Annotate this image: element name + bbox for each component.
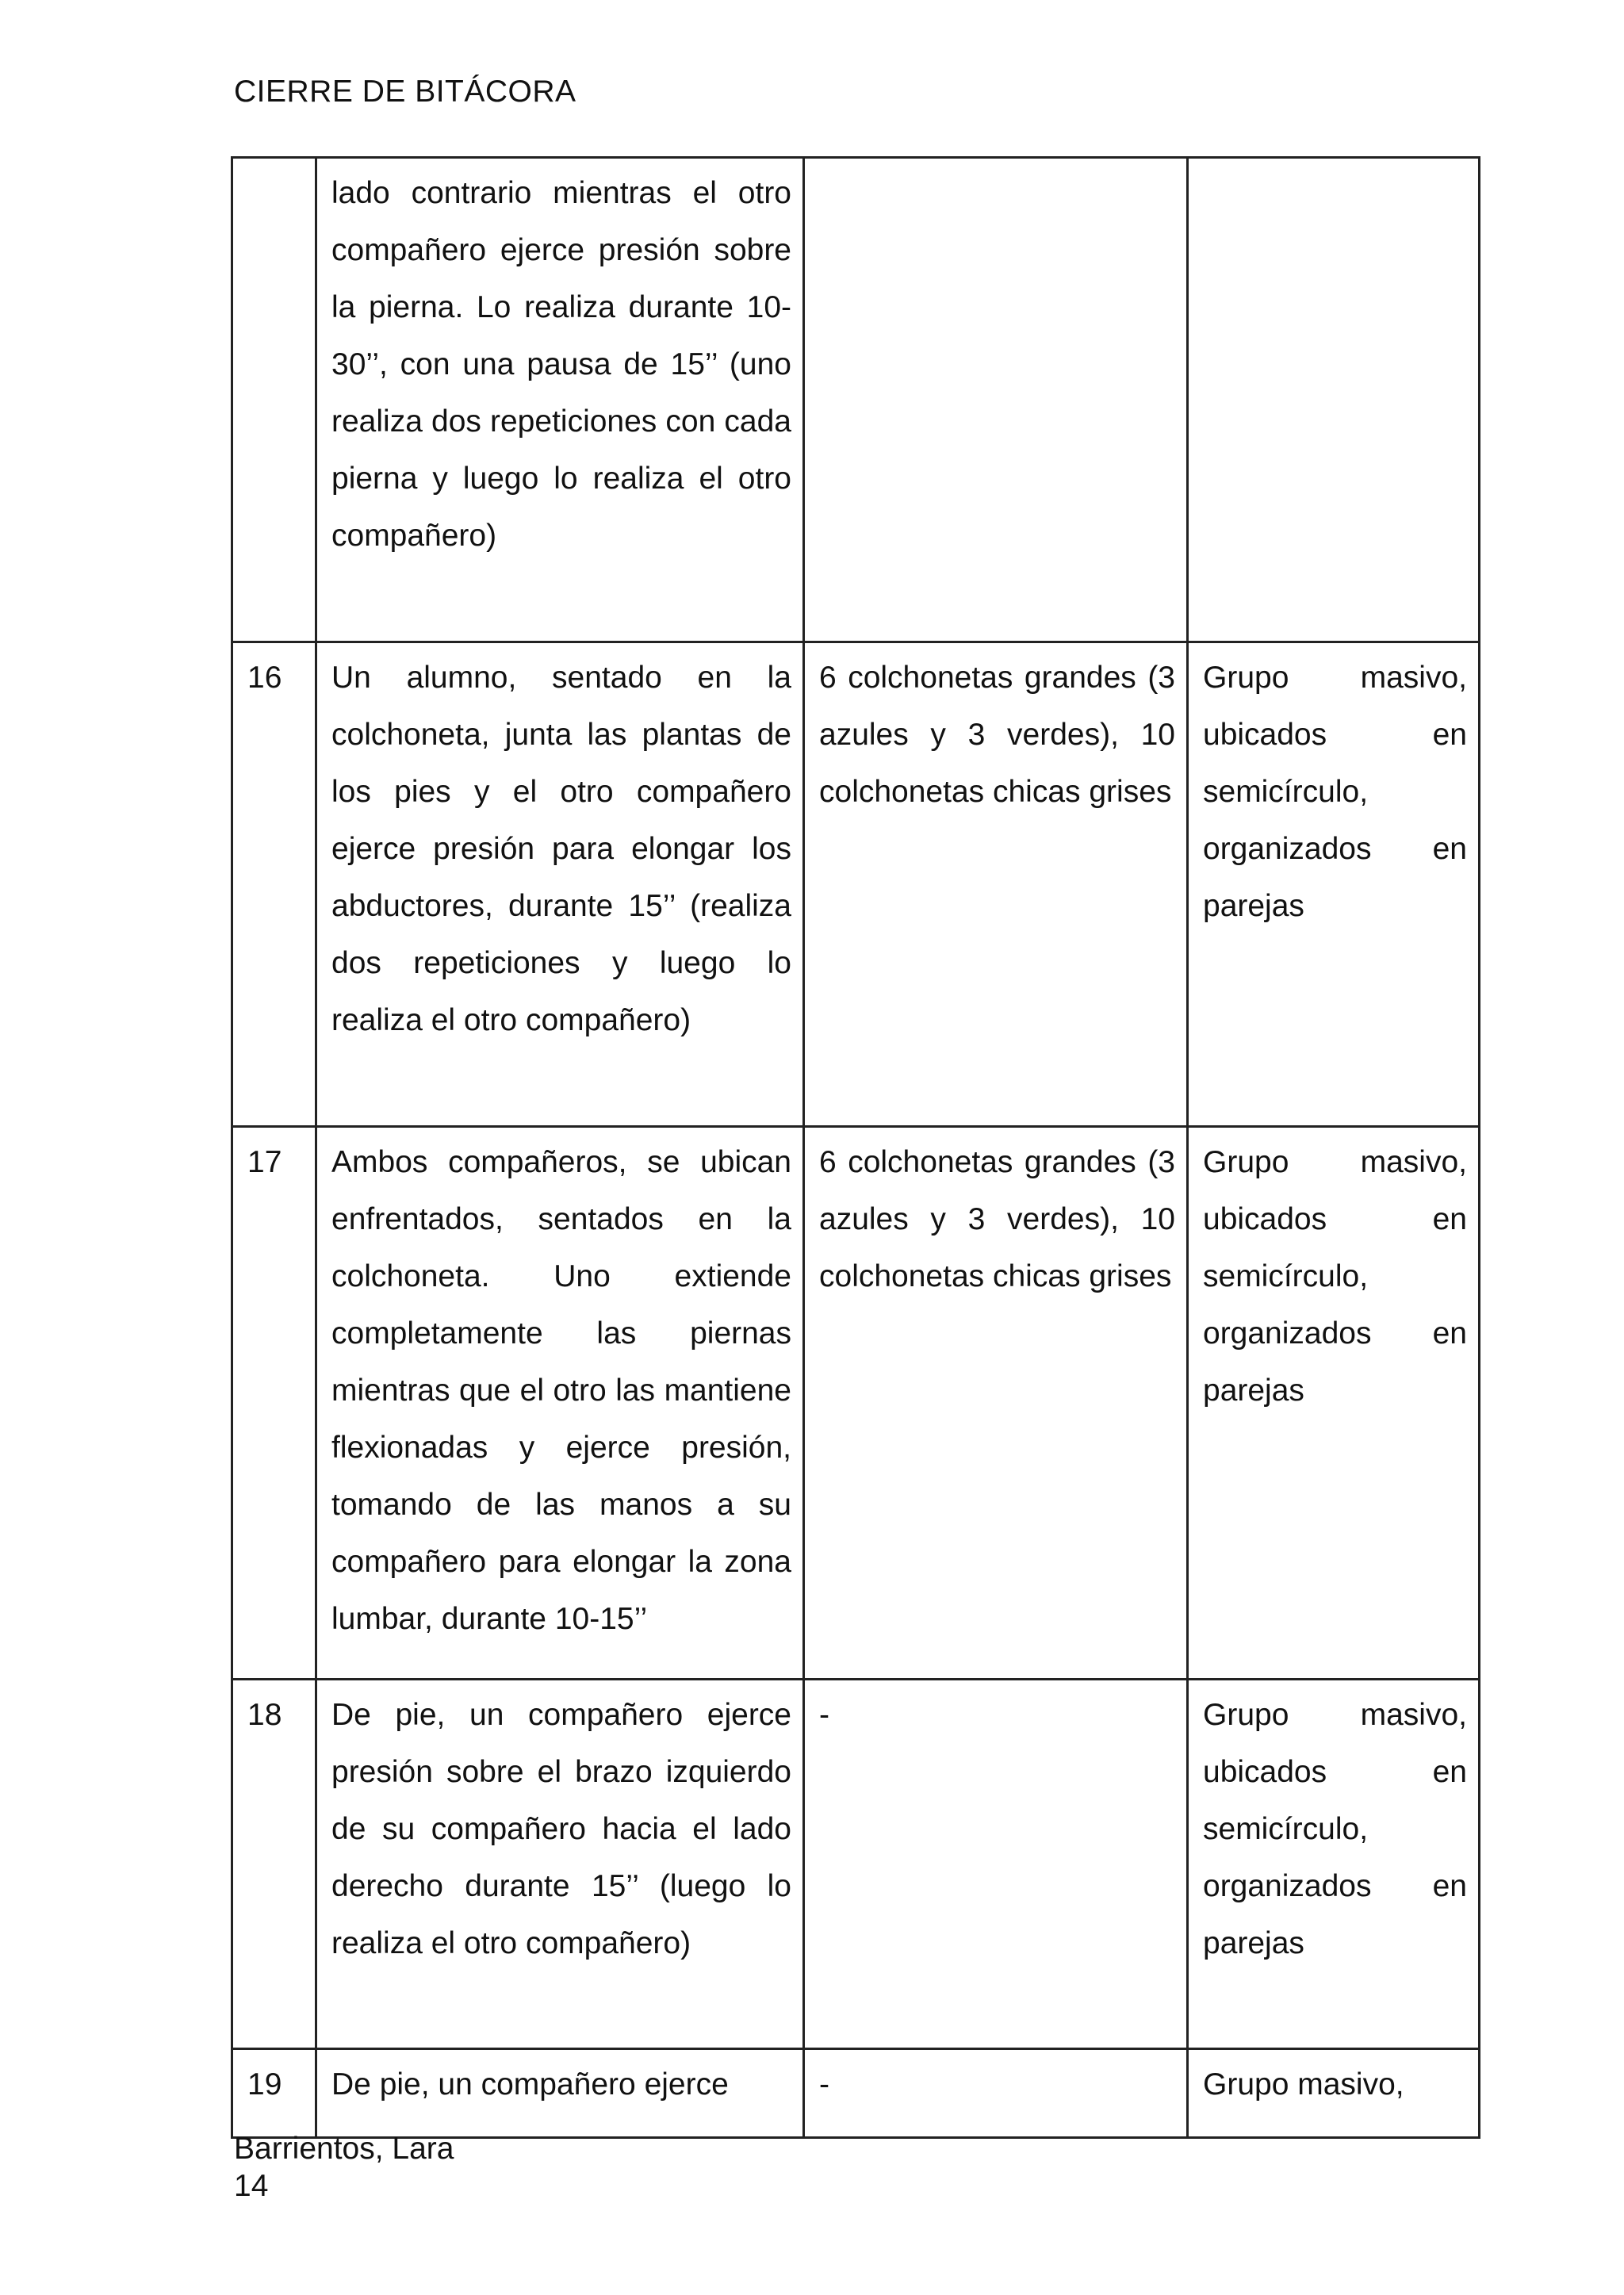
activity-materials: - xyxy=(804,1680,1188,2049)
activity-organization: Grupo masivo, ubicados en semicírculo, organizados en parejas xyxy=(1188,1127,1480,1680)
activity-organization xyxy=(1188,158,1480,642)
row-number: 18 xyxy=(232,1680,316,2049)
activity-organization: Grupo masivo, ubicados en semicírculo, organizados en parejas xyxy=(1188,1680,1480,2049)
activity-organization: Grupo masivo, ubicados en semicírculo, organizados en parejas xyxy=(1188,642,1480,1127)
activity-description: Ambos compañeros, se ubican enfrentados, sentados en la colchoneta. Uno extiende completamente las piernas mientras que el otro las mantiene flexionadas y ejerce presión, tomando de las manos a su compañero para elongar la zona lumbar, durante 10-15’’ xyxy=(316,1127,804,1680)
table-row xyxy=(232,2049,1480,2138)
row-number: 19 xyxy=(232,2049,316,2138)
table-row xyxy=(232,1680,1480,2049)
table-row xyxy=(232,1127,1480,1680)
row-number: 17 xyxy=(232,1127,316,1680)
row-number xyxy=(232,158,316,642)
activity-materials: 6 colchonetas grandes (3 azules y 3 verdes), 10 colchonetas chicas grises xyxy=(804,642,1188,1127)
table-row xyxy=(232,158,1480,642)
footer-author: Barrientos, Lara xyxy=(234,2132,454,2166)
row-number: 16 xyxy=(232,642,316,1127)
activity-materials xyxy=(804,158,1188,642)
activity-description: De pie, un compañero ejerce xyxy=(316,2049,804,2138)
activity-materials: 6 colchonetas grandes (3 azules y 3 verdes), 10 colchonetas chicas grises xyxy=(804,1127,1188,1680)
activity-organization: Grupo masivo, xyxy=(1188,2049,1480,2138)
table-row xyxy=(232,642,1480,1127)
activity-description: De pie, un compañero ejerce presión sobre el brazo izquierdo de su compañero hacia el lado derecho durante 15’’ (luego lo realiza el otro compañero) xyxy=(316,1680,804,2049)
activity-materials: - xyxy=(804,2049,1188,2138)
activity-table xyxy=(231,156,1480,2139)
page-header-title: CIERRE DE BITÁCORA xyxy=(234,75,576,109)
page-number: 14 xyxy=(234,2169,269,2203)
activity-description: lado contrario mientras el otro compañero ejerce presión sobre la pierna. Lo realiza durante 10-30’’, con una pausa de 15’’ (uno realiza dos repeticiones con cada pierna y luego lo realiza el otro compañero) xyxy=(316,158,804,642)
activity-description: Un alumno, sentado en la colchoneta, junta las plantas de los pies y el otro compañero ejerce presión para elongar los abductores, durante 15’’ (realiza dos repeticiones y luego lo realiza el otro compañero) xyxy=(316,642,804,1127)
